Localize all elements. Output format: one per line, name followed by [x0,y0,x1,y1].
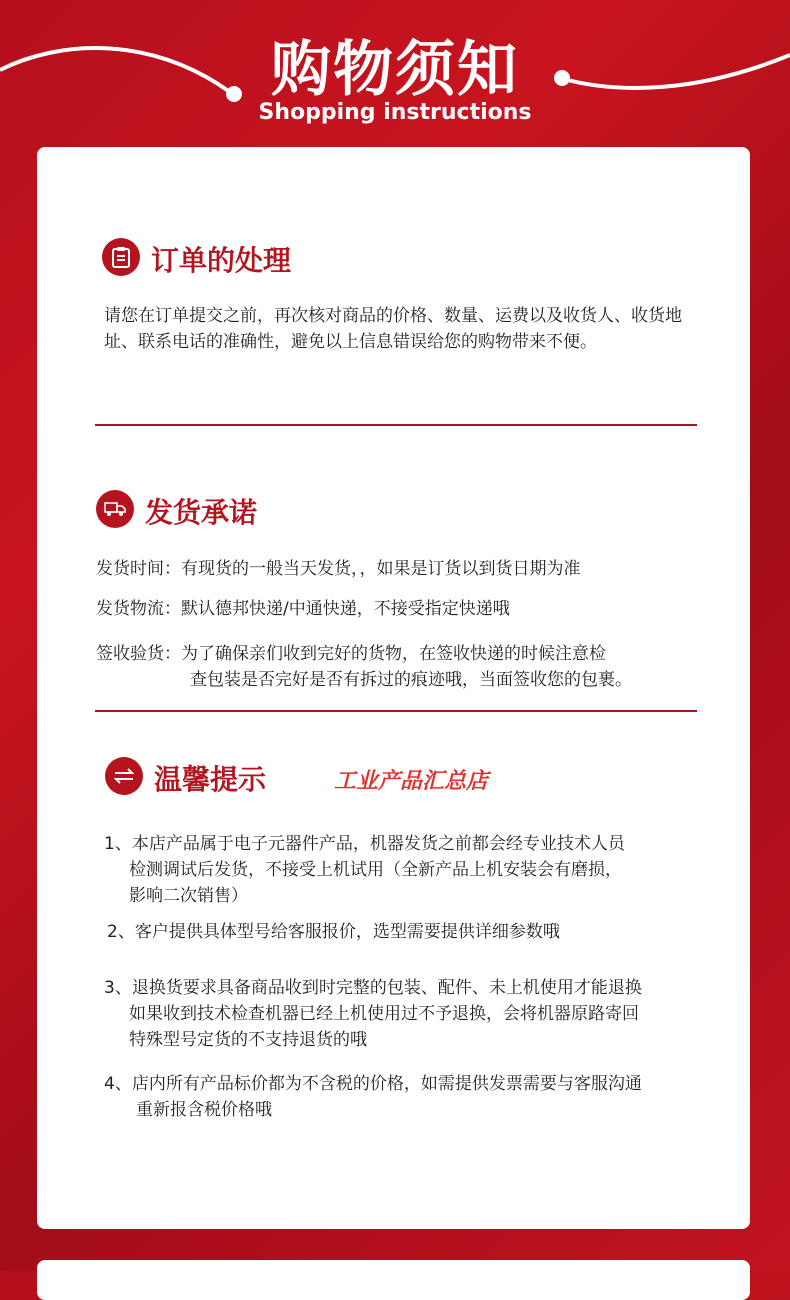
next-card [37,1260,750,1300]
content-card [37,147,750,1229]
page-title: 购物须知 [271,35,519,105]
tip-item: 4、店内所有产品标价都为不含税的价格，如需提供发票需要与客服沟通 [104,1074,642,1094]
shipping-row [96,556,581,582]
divider [95,710,697,712]
shipping-row [96,641,606,667]
shipping-row-value: 有现货的一般当天发货，，如果是订货以到货日期为准 [181,559,581,579]
tip-item-continued: 影响二次销售） [129,886,248,906]
shipping-row-value: 为了确保亲们收到完好的货物，在签收快递的时候注意检 [181,644,606,664]
exchange-icon [105,757,143,795]
shipping-row [96,596,510,622]
shipping-row-continued: 查包装是否完好是否有拆过的痕迹哦，当面签收您的包裹。 [190,670,632,690]
page-subtitle: Shopping instructions [258,100,532,125]
section-title-order: 订单的处理 [151,244,292,277]
tip-item-continued: 特殊型号定货的不支持退货的哦 [129,1030,367,1050]
shipping-row-label: 签收验货： [96,644,181,664]
divider [95,424,697,426]
shipping-row-value: 默认德邦快递/中通快递，不接受指定快递哦 [181,599,510,619]
clipboard-icon [102,238,140,276]
order-text: 请您在订单提交之前，再次核对商品的价格、数量、运费以及收货人、收货地址、联系电话的准确性，避免以上信息错误给您的购物带来不便。 [104,306,682,352]
tip-item: 3、退换货要求具备商品收到时完整的包装、配件、未上机使用才能退换 [104,978,642,998]
shipping-row-label: 发货时间： [96,559,181,579]
header [0,0,790,145]
section-title-shipping: 发货承诺 [145,496,258,529]
tip-item: 1、本店产品属于电子元器件产品，机器发货之前都会经专业技术人员 [104,834,625,854]
shop-name: 工业产品汇总店 [334,769,489,794]
tip-item-continued: 检测调试后发货，不接受上机试用（全新产品上机安装会有磨损， [129,860,622,880]
shipping-row-label: 发货物流： [96,599,181,619]
tip-item-continued: 如果收到技术检查机器已经上机使用过不予退换，会将机器原路寄回 [129,1004,639,1024]
truck-icon [96,490,134,528]
tip-item: 2、客户提供具体型号给客服报价，选型需要提供详细参数哦 [107,922,560,942]
section-title-tips: 温馨提示 [154,763,267,796]
tip-item-continued: 重新报含税价格哦 [136,1100,272,1120]
